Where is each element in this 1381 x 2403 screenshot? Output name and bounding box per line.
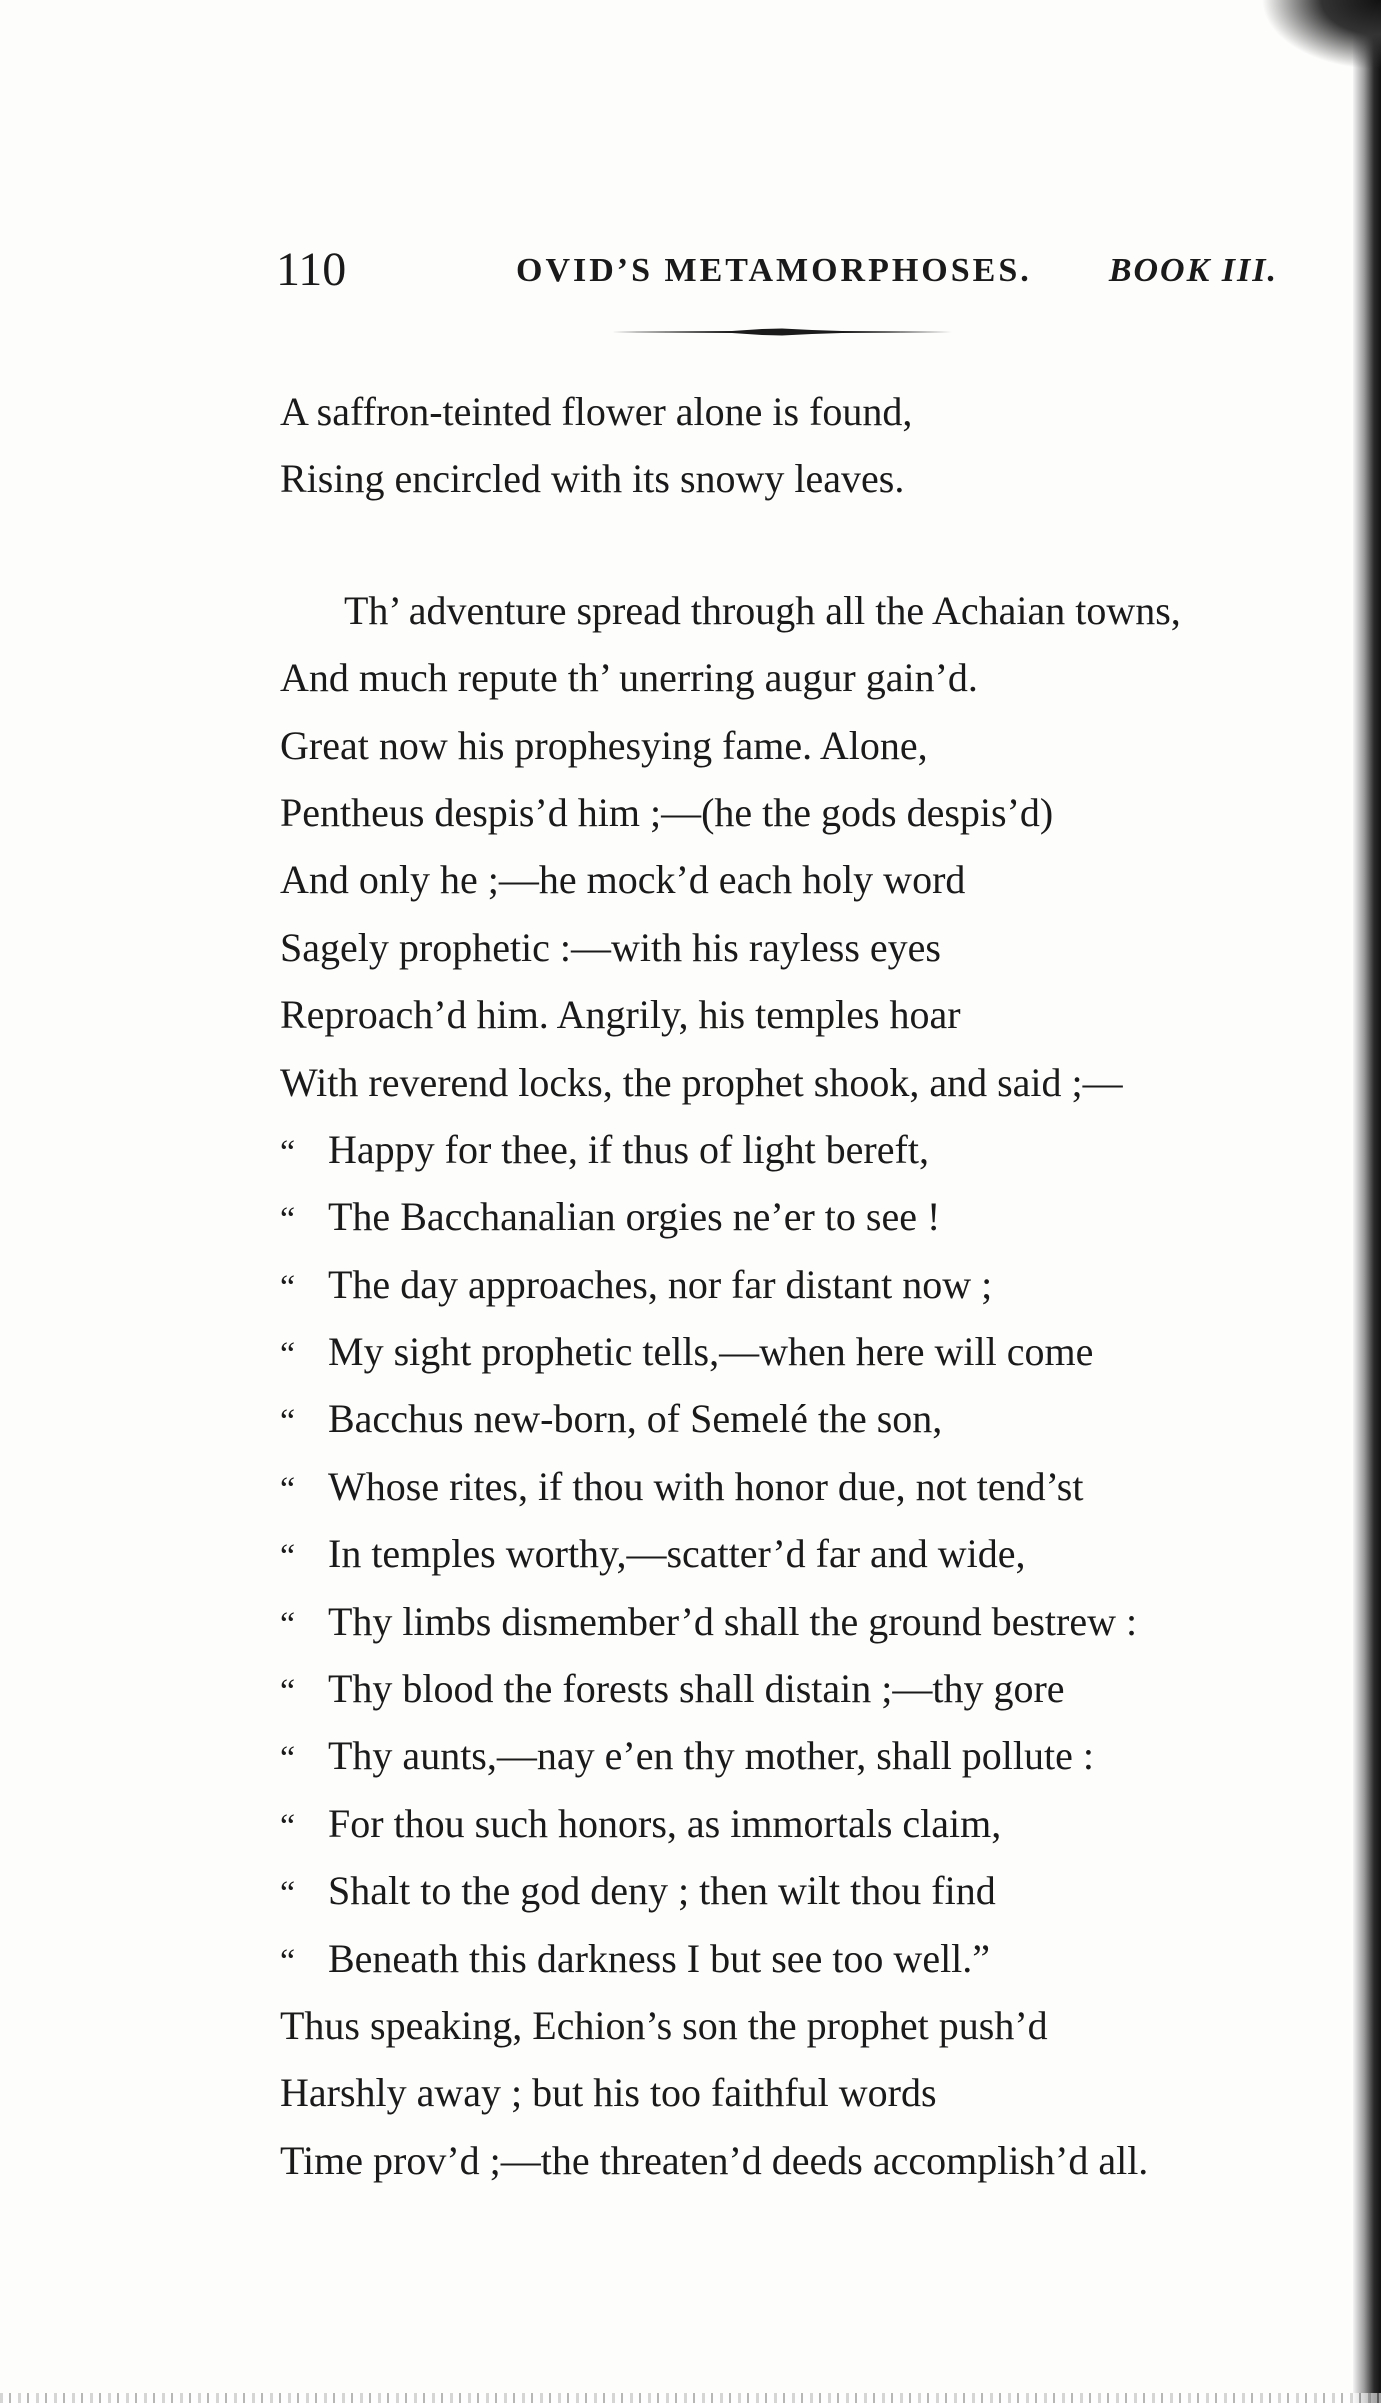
poem-line-text: For thou such honors, as immortals claim,: [328, 1800, 1002, 1846]
poem-line: [280, 2127, 1300, 2194]
poem-line: [280, 1790, 1300, 1857]
book-label: BOOK III.: [1108, 252, 1278, 289]
poem-line-text: Thy limbs dismember’d shall the ground bestrew :: [328, 1598, 1138, 1644]
poem-line: [280, 577, 1300, 644]
poem-line: [280, 1588, 1300, 1655]
poem-line-text: Thus speaking, Echion’s son the prophet push’d: [280, 2002, 1048, 2048]
poem-line-text: Whose rites, if thou with honor due, not tend’st: [328, 1463, 1084, 1509]
poem-line-text: A saffron-teinted flower alone is found,: [280, 389, 913, 434]
poem-line: [280, 1520, 1300, 1587]
poem-line-text: Pentheus despis’d him ;—(he the gods despis’d): [280, 789, 1054, 835]
poem-line: [280, 378, 1300, 445]
poem-line-text: Thy aunts,—nay e’en thy mother, shall pollute :: [328, 1733, 1095, 1779]
poem-line: [280, 1116, 1300, 1183]
running-head: [276, 242, 1286, 298]
poem-line: [280, 1992, 1300, 2059]
quote-mark: “: [280, 1268, 296, 1306]
poem-line-text: Sagely prophetic :—with his rayless eyes: [280, 924, 941, 970]
poem-line-text: Great now his prophesying fame. Alone,: [280, 722, 928, 768]
quote-mark: “: [280, 1605, 296, 1643]
poem-line: [280, 1049, 1300, 1116]
poem-line-text: Beneath this darkness I but see too well.”: [328, 1935, 991, 1981]
poem-line: [280, 1183, 1300, 1250]
poem-line: [280, 914, 1300, 981]
quote-mark: “: [280, 1201, 296, 1239]
quote-mark: “: [280, 1942, 296, 1980]
poem-line: [280, 1925, 1300, 1992]
poem-line: [280, 1318, 1300, 1385]
poem-line-text: My sight prophetic tells,—when here will come: [328, 1329, 1094, 1375]
quote-mark: “: [280, 1470, 296, 1508]
poem-text: [280, 378, 1300, 2194]
poem-line: [280, 779, 1300, 846]
quote-mark: “: [280, 1538, 296, 1576]
poem-line: [280, 1857, 1300, 1924]
poem-line-text: Harshly away ; but his too faithful words: [280, 2070, 937, 2116]
quote-mark: “: [280, 1336, 296, 1374]
poem-line-text: In temples worthy,—scatter’d far and wide,: [328, 1531, 1026, 1577]
ornamental-rule: [612, 327, 952, 337]
quote-mark: “: [280, 1807, 296, 1845]
poem-line: [280, 2059, 1300, 2126]
page-corner-shadow: [1261, 0, 1381, 70]
poem-line: [280, 1251, 1300, 1318]
header-title: OVID’S METAMORPHOSES.: [516, 252, 1032, 289]
poem-line: [280, 644, 1300, 711]
poem-line-text: The Bacchanalian orgies ne’er to see !: [328, 1194, 941, 1240]
poem-line-text: Th’ adventure spread through all the Achaian towns,: [344, 587, 1181, 633]
poem-line: [280, 1453, 1300, 1520]
poem-line-text: And much repute th’ unerring augur gain’d.: [280, 655, 978, 701]
page-number: 110: [276, 243, 347, 296]
poem-line: [280, 1722, 1300, 1789]
quote-mark: “: [280, 1673, 296, 1711]
poem-line-text: Shalt to the god deny ; then wilt thou find: [328, 1868, 996, 1914]
poem-line-text: Time prov’d ;—the threaten’d deeds accomplish’d all.: [280, 2137, 1149, 2183]
poem-line: [280, 1655, 1300, 1722]
quote-mark: “: [280, 1403, 296, 1441]
stanza-break: [280, 513, 1300, 577]
poem-line-text: Bacchus new-born, of Semelé the son,: [328, 1396, 943, 1442]
poem-line: [280, 445, 1300, 512]
poem-line-text: Happy for thee, if thus of light bereft,: [328, 1126, 929, 1172]
poem-line-text: The day approaches, nor far distant now ;: [328, 1261, 993, 1307]
quote-mark: “: [280, 1740, 296, 1778]
page-bottom-edge: [0, 2393, 1381, 2403]
poem-line: [280, 712, 1300, 779]
poem-line: [280, 846, 1300, 913]
poem-line-text: And only he ;—he mock’d each holy word: [280, 857, 966, 903]
binding-edge: [1353, 0, 1381, 2403]
poem-line-text: Rising encircled with its snowy leaves.: [280, 456, 905, 502]
poem-line: [280, 1385, 1300, 1452]
poem-line-text: Thy blood the forests shall distain ;—thy gore: [328, 1666, 1065, 1712]
poem-line-text: Reproach’d him. Angrily, his temples hoar: [280, 992, 961, 1038]
poem-line-text: With reverend locks, the prophet shook, and said ;—: [280, 1059, 1123, 1105]
quote-mark: “: [280, 1133, 296, 1171]
quote-mark: “: [280, 1875, 296, 1913]
poem-line: [280, 981, 1300, 1048]
